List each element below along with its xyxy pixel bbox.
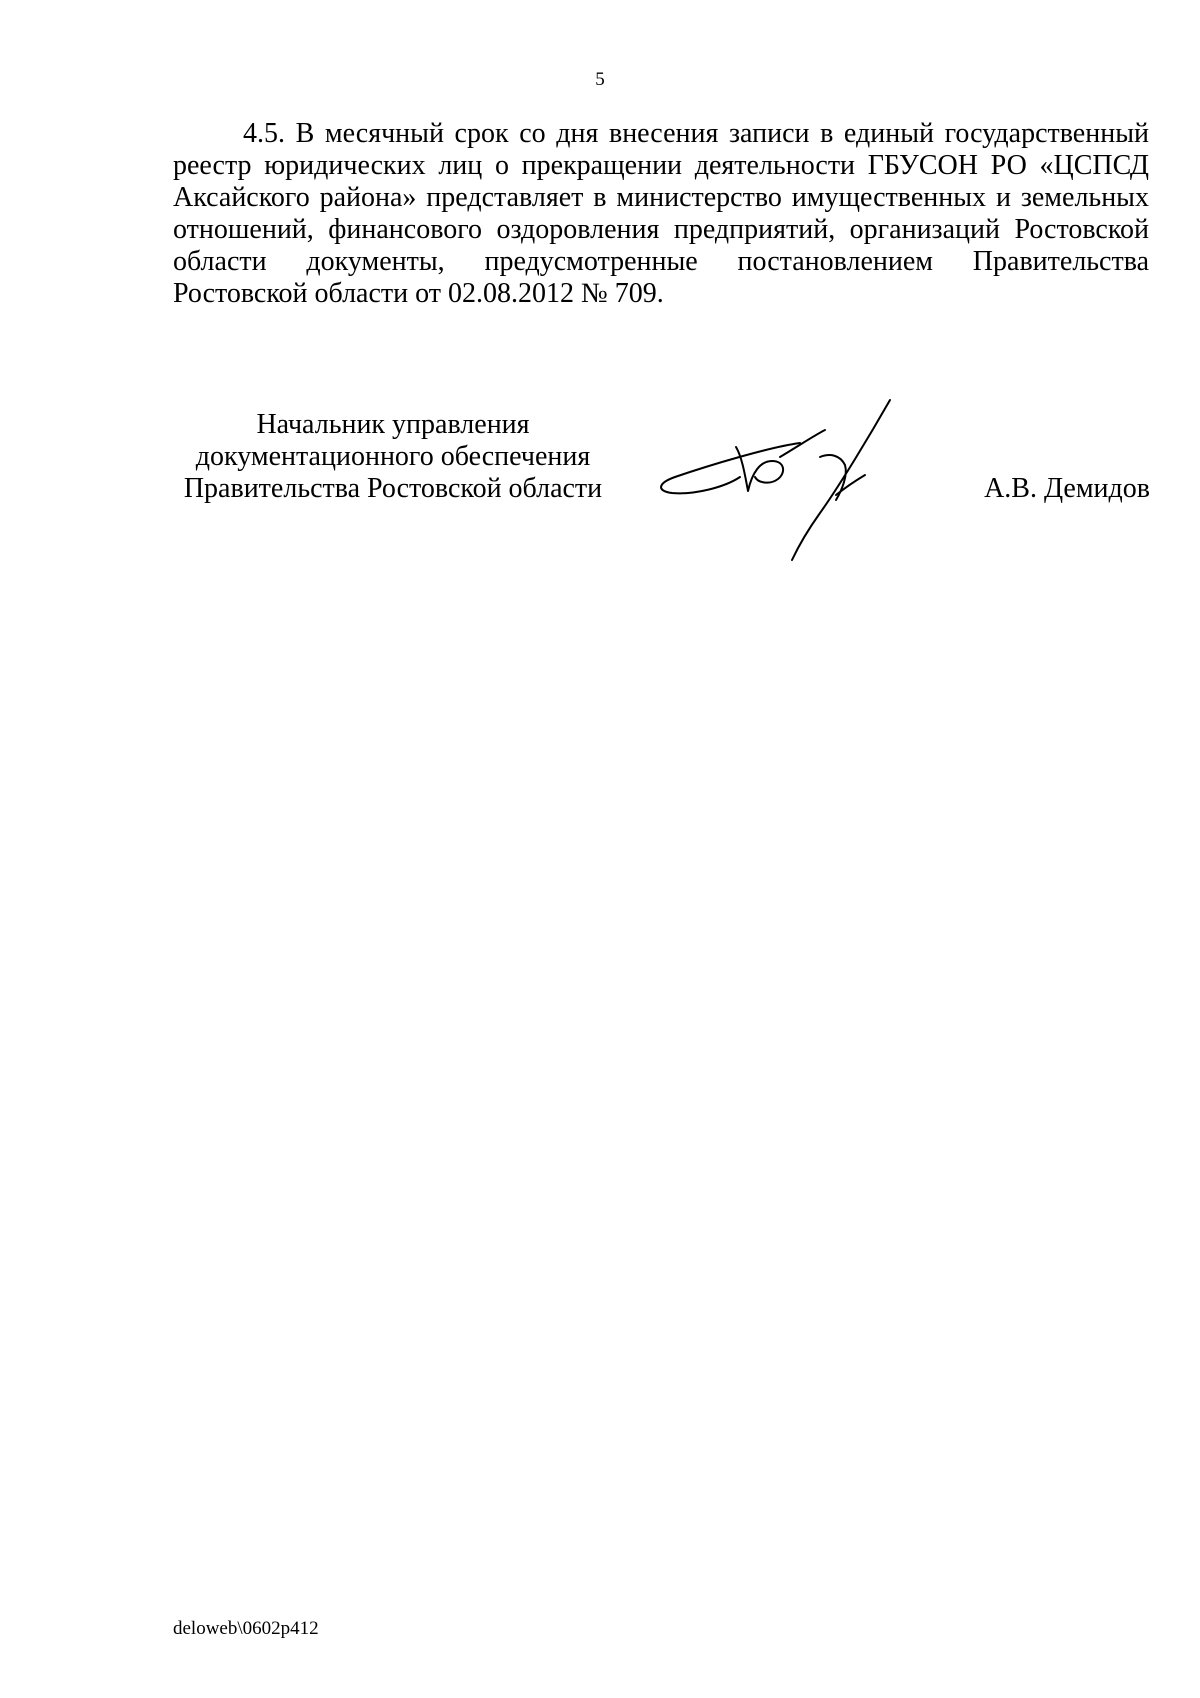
document-code: deloweb\0602p412 [173,1618,319,1639]
signer-position-line-2: документационного обеспечения [195,441,591,472]
signer-position-line-1: Начальник управления [256,409,530,440]
page-number: 5 [595,69,605,90]
signer-position-line-3: Правительства Ростовской области [183,473,603,504]
paragraph-4-5: 4.5. В месячный срок со дня внесения записи в единый государственный реестр юридических лиц о прекращении деятельности ГБУСОН РО «ЦСПСД Аксайского района» представляет в министерство имущественных и земельных отношений, финансового оздоровления предприятий, организаций Ростовской области документы, предусмотренные постановлением Правительства Ростовской области от 02.08.2012 № 709. [173,118,1149,309]
signer-position [173,409,613,505]
signer-name: А.В. Демидов [984,473,1150,504]
handwritten-signature-icon [650,395,940,565]
